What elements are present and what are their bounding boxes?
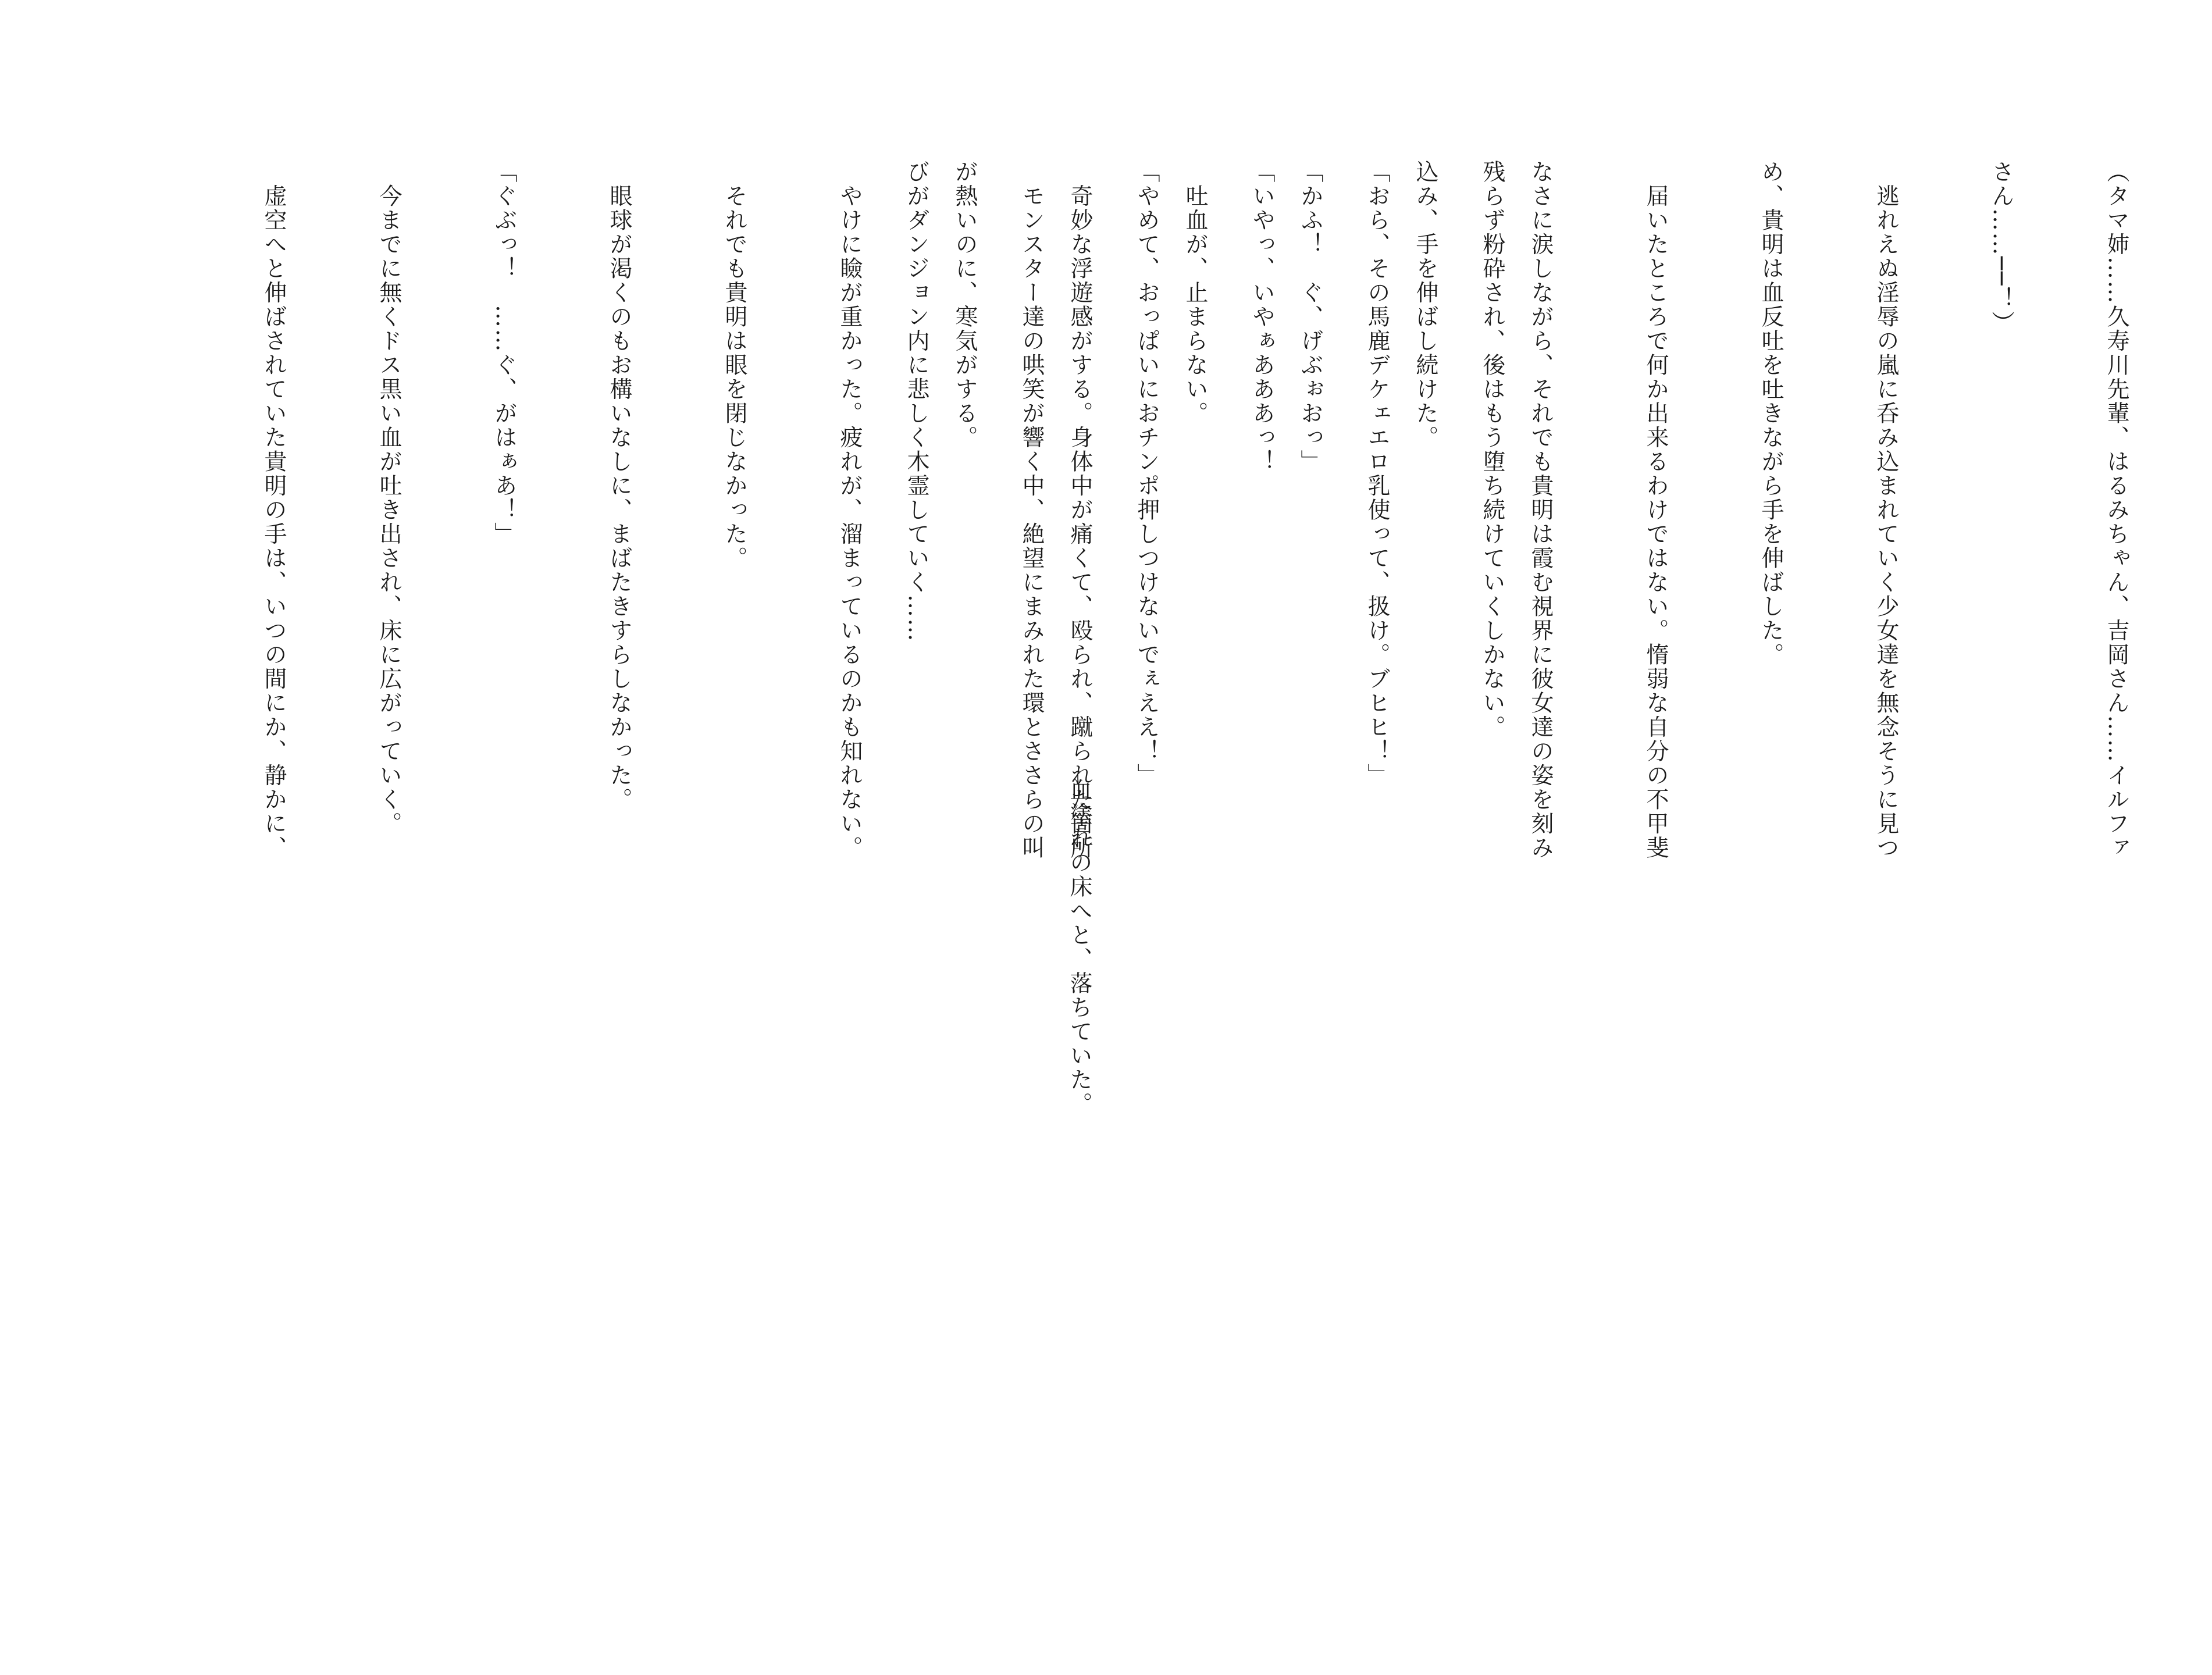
text-line: さん……──！） <box>1988 160 2014 335</box>
text-line: 今までに無くドス黒い血が吐き出され、床に広がっていく。 <box>376 160 402 836</box>
text-line: モンスター達の哄笑が響く中、絶望にまみれた環とささらの叫 <box>1018 160 1045 860</box>
text-line: 虚空へと伸ばされていた貴明の手は、いつの間にか、静かに、 <box>261 160 287 860</box>
text-line: 血塗れの床へと、落ちていた。 <box>1066 778 1092 1116</box>
text-line: なさに涙しながら、それでも貴明は霞む視界に彼女達の姿を刻み <box>1527 160 1554 860</box>
text-line: 「ぐぶっ！ ……ぐ、がはぁあ！」 <box>491 160 517 546</box>
text-line: 眼球が渇くのもお構いなしに、まばたきすらしなかった。 <box>606 160 632 812</box>
text-line: が熱いのに、寒気がする。 <box>952 160 978 450</box>
text-line: 「かふ！ ぐ、げぶぉおっ」 <box>1297 160 1323 474</box>
text-line: 届いたところで何か出来るわけではない。惰弱な自分の不甲斐 <box>1643 160 1669 860</box>
text-line: 「おら、その馬鹿デケェエロ乳使って、扱け。ブヒヒ！」 <box>1364 160 1390 787</box>
text-line: 逃れえぬ淫辱の嵐に呑み込まれていく少女達を無念そうに見つ <box>1873 160 1899 860</box>
text-line: 「いやっ、いやぁあああっ！ <box>1249 160 1275 474</box>
text-line: （タマ姉……久寿川先輩、はるみちゃん、吉岡さん……イルファ <box>2103 160 2129 860</box>
text-line: 込み、手を伸ばし続けた。 <box>1412 160 1438 450</box>
text-line: やけに瞼が重かった。疲れが、溜まっているのかも知れない。 <box>836 160 863 860</box>
text-line: びがダンジョン内に悲しく木霊していく…… <box>903 160 929 643</box>
text-line: 残らず粉砕され、後はもう堕ち続けていくしかない。 <box>1479 160 1505 739</box>
text-line: 奇妙な浮遊感がする。身体中が痛くて、殴られ、蹴られた箇所 <box>1067 160 1093 860</box>
text-line: め、貴明は血反吐を吐きながら手を伸ばした。 <box>1758 160 1784 667</box>
text-line: 吐血が、止まらない。 <box>1182 160 1208 426</box>
text-line: 「やめて、おっぱいにおチンポ押しつけないでぇええ！」 <box>1134 160 1160 787</box>
text-line: それでも貴明は眼を閉じなかった。 <box>721 160 747 571</box>
text-block-main <box>177 160 2212 860</box>
